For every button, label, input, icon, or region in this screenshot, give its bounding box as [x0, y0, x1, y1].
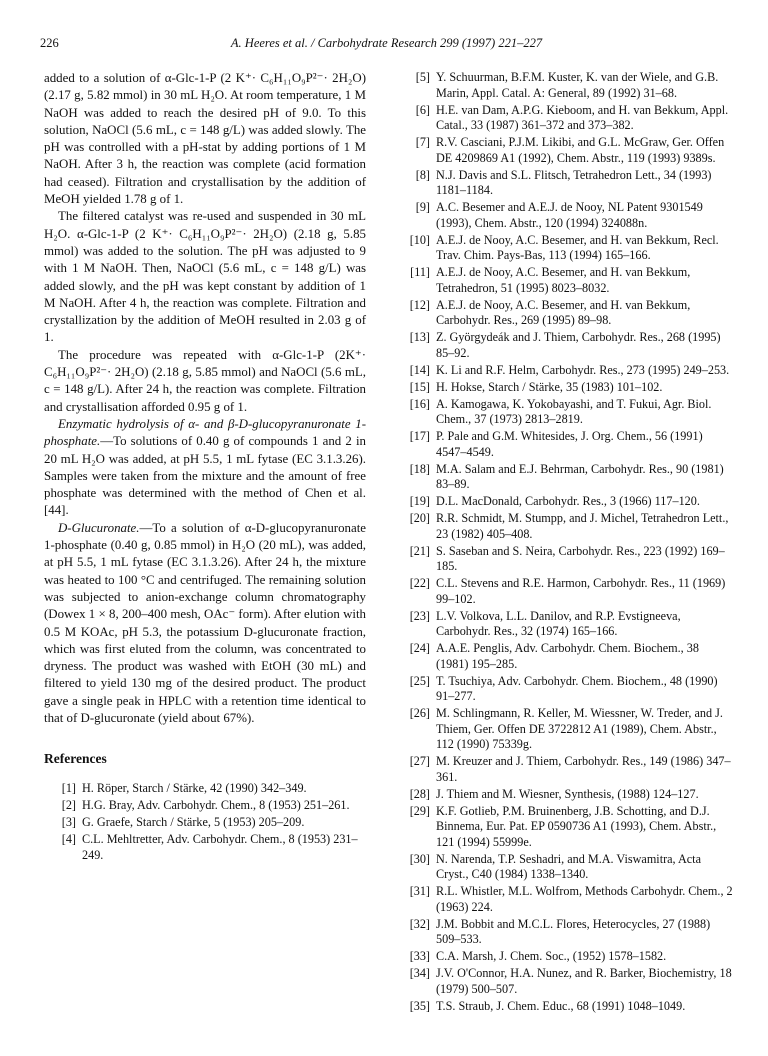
- reference-number: [29]: [409, 803, 430, 818]
- running-head: A. Heeres et al. / Carbohydrate Research 299 (1997) 221–227: [230, 36, 543, 50]
- reference-number: [27]: [409, 754, 430, 768]
- reference-text: M. Schlingmann, R. Keller, M. Wiessner, W. Treder, and J. Thiem, Ger. Offen DE 3722812 A1 (1989), Chem. Abstr., 112 (1990) 75339g.: [436, 706, 723, 751]
- reference-item: [398, 706, 734, 753]
- reference-number: [24]: [409, 641, 430, 655]
- reference-item: [398, 674, 734, 705]
- reference-text: A.C. Besemer and A.E.J. de Nooy, NL Patent 9301549 (1993), Chem. Abstr., 120 (1994) 324088n.: [436, 200, 703, 230]
- reference-text: J. Thiem and M. Wiesner, Synthesis, (1988) 124–127.: [436, 786, 699, 801]
- reference-number: [32]: [409, 916, 430, 931]
- body-paragraph: [44, 416, 366, 520]
- reference-item: [398, 233, 734, 264]
- reference-item: [398, 168, 734, 199]
- reference-number: [8]: [415, 167, 430, 182]
- reference-text: C.L. Mehltretter, Adv. Carbohydr. Chem., 8 (1953) 231–249.: [82, 832, 358, 862]
- reference-item: [398, 200, 734, 231]
- reference-number: [26]: [409, 706, 430, 720]
- reference-text: N. Narenda, T.P. Seshadri, and M.A. Viswamitra, Acta Cryst., C40 (1984) 1338–1340.: [436, 851, 701, 881]
- paragraph-text: The procedure was repeated with α-Glc-1-P (2K⁺· C₆H₁₁O₉P²⁻· 2H₂O) (2.18 g, 5.85 mmol) and NaOCl (5.6 mL, c = 148 g/L). After 24 h, the reaction was complete. Filtration and crystallisation afforded 0.95 g of 1.: [44, 347, 366, 414]
- reference-number: [10]: [409, 232, 430, 247]
- reference-number: [19]: [409, 494, 430, 508]
- reference-text: S. Saseban and S. Neira, Carbohydr. Res., 223 (1992) 169–185.: [436, 543, 725, 573]
- reference-item: [398, 265, 734, 296]
- body-paragraph: [44, 208, 366, 346]
- reference-item: [398, 494, 734, 510]
- page-header: [40, 36, 733, 56]
- reference-item: [398, 852, 734, 883]
- reference-number: [20]: [409, 511, 430, 525]
- reference-number: [31]: [409, 884, 430, 898]
- reference-text: D.L. MacDonald, Carbohydr. Res., 3 (1966) 117–120.: [436, 494, 700, 508]
- reference-item: [398, 949, 734, 965]
- reference-item: [398, 135, 734, 166]
- references-heading: References: [44, 751, 107, 767]
- reference-list: [398, 70, 734, 1014]
- reference-item: [44, 798, 366, 814]
- reference-number: [16]: [409, 396, 430, 411]
- left-column: [44, 70, 366, 865]
- reference-number: [22]: [409, 576, 430, 590]
- reference-item: [398, 298, 734, 329]
- paragraph-heading: D-Glucuronate.: [58, 520, 140, 535]
- reference-text: R.R. Schmidt, M. Stumpp, and J. Michel, Tetrahedron Lett., 23 (1982) 405–408.: [436, 511, 729, 541]
- reference-item: [398, 641, 734, 672]
- reference-text: T.S. Straub, J. Chem. Educ., 68 (1991) 1048–1049.: [436, 998, 686, 1013]
- reference-text: Z. Györgydeák and J. Thiem, Carbohydr. Res., 268 (1995) 85–92.: [436, 330, 721, 360]
- reference-text: A.E.J. de Nooy, A.C. Besemer, and H. van Bekkum, Recl. Trav. Chim. Pays-Bas, 113 (1994) 165–166.: [436, 232, 719, 262]
- paragraph-text: —To solutions of 0.40 g of compounds 1 and 2 in 20 mL H₂O was added, at pH 5.5, 1 mL fytase (EC 3.1.3.26). Samples were taken from the mixture and the amount of free phosphate was determined with the method of Chen et al. [44].: [44, 434, 366, 518]
- reference-item: [398, 330, 734, 361]
- reference-number: [14]: [409, 362, 430, 377]
- reference-text: C.A. Marsh, J. Chem. Soc., (1952) 1578–1582.: [436, 949, 667, 963]
- reference-number: [3]: [61, 815, 76, 830]
- reference-number: [25]: [409, 673, 430, 688]
- reference-number: [6]: [415, 102, 430, 117]
- reference-text: T. Tsuchiya, Adv. Carbohydr. Chem. Biochem., 48 (1990) 91–277.: [436, 673, 718, 703]
- reference-text: M. Kreuzer and J. Thiem, Carbohydr. Res., 149 (1986) 347–361.: [436, 754, 731, 784]
- reference-text: A. Kamogawa, K. Yokobayashi, and T. Fukui, Agr. Biol. Chem., 37 (1973) 2813–2819.: [436, 396, 712, 426]
- reference-text: M.A. Salam and E.J. Behrman, Carbohydr. Res., 90 (1981) 83–89.: [436, 461, 724, 491]
- reference-text: H.G. Bray, Adv. Carbohydr. Chem., 8 (1953) 251–261.: [82, 798, 350, 813]
- reference-item: [398, 544, 734, 575]
- reference-item: [398, 884, 734, 915]
- body-paragraph: [44, 347, 366, 416]
- reference-text: K. Li and R.F. Helm, Carbohydr. Res., 273 (1995) 249–253.: [436, 362, 730, 377]
- reference-item: [398, 462, 734, 493]
- reference-number: [5]: [415, 70, 430, 84]
- reference-text: L.V. Volkova, L.L. Danilov, and R.P. Evstigneeva, Carbohydr. Res., 32 (1974) 165–166.: [436, 608, 681, 638]
- body-paragraph: [44, 520, 366, 728]
- reference-item: [398, 576, 734, 607]
- reference-text: A.E.J. de Nooy, A.C. Besemer, and H. van Bekkum, Tetrahedron, 51 (1995) 8023–8032.: [436, 265, 691, 295]
- reference-text: C.L. Stevens and R.E. Harmon, Carbohydr. Res., 11 (1969) 99–102.: [436, 576, 726, 606]
- reference-number: [2]: [61, 798, 76, 813]
- reference-text: A.A.E. Penglis, Adv. Carbohydr. Chem. Biochem., 38 (1981) 195–285.: [436, 641, 699, 671]
- reference-item: [398, 804, 734, 851]
- reference-number: [7]: [415, 135, 430, 149]
- reference-text: P. Pale and G.M. Whitesides, J. Org. Chem., 56 (1991) 4547–4549.: [436, 429, 703, 459]
- reference-item: [398, 999, 734, 1015]
- reference-number: [12]: [409, 297, 430, 312]
- reference-text: A.E.J. de Nooy, A.C. Besemer, and H. van Bekkum, Carbohydr. Res., 269 (1995) 89–98.: [436, 297, 691, 327]
- reference-item: [398, 429, 734, 460]
- reference-list: [44, 781, 366, 863]
- reference-item: [398, 917, 734, 948]
- paragraph-text: The filtered catalyst was re-used and suspended in 30 mL H₂O. α-Glc-1-P (2 K⁺· C₆H₁₁O₉P²⁻· 2H₂O) (2.18 g, 5.85 mmol) was added to the solution. The pH was adjusted to 9 with 1 M NaOH. Then, NaOCl (5.6 mL, c = 148 g/L) was added slowly, and the pH was kept constant by addition of 1 M NaOH. After 4 h, the reaction was complete. Filtration and crystallization by the addition of MeOH resulted in 2.03 g of 1.: [44, 209, 366, 345]
- reference-number: [15]: [409, 379, 430, 394]
- page-number: 226: [40, 36, 59, 50]
- reference-item: [398, 103, 734, 134]
- reference-number: [18]: [409, 461, 430, 476]
- reference-text: H. Hokse, Starch / Stärke, 35 (1983) 101–102.: [436, 379, 663, 394]
- paragraph-text: added to a solution of α-Glc-1-P (2 K⁺· C₆H₁₁O₉P²⁻· 2H₂O) (2.17 g, 5.82 mmol) in 30 mL H₂O. At room temperature, 1 M NaOH was added to reach the desired pH of 9.0. To this solution, NaOCl (5.6 mL, c = 148 g/L) was added slowly. The pH was controlled with a pH-stat by adding portions of 1 M NaOH. After 3 h, the reaction was complete (acid formation had ceased). Filtration and crystallisation by the addition of MeOH yielded 1.78 g of 1.: [44, 71, 366, 207]
- reference-number: [35]: [409, 998, 430, 1013]
- reference-item: [398, 754, 734, 785]
- reference-item: [44, 781, 366, 797]
- reference-item: [398, 363, 734, 379]
- reference-number: [1]: [61, 781, 76, 796]
- reference-number: [17]: [409, 429, 430, 443]
- reference-text: N.J. Davis and S.L. Flitsch, Tetrahedron Lett., 34 (1993) 1181–1184.: [436, 167, 712, 197]
- reference-item: [398, 511, 734, 542]
- reference-number: [9]: [415, 200, 430, 214]
- reference-item: [398, 380, 734, 396]
- reference-item: [398, 609, 734, 640]
- reference-text: Y. Schuurman, B.F.M. Kuster, K. van der Wiele, and G.B. Marin, Appl. Catal. A: General, 89 (1992) 31–68.: [436, 70, 719, 100]
- reference-item: [398, 787, 734, 803]
- reference-text: R.V. Casciani, P.J.M. Likibi, and G.L. McGraw, Ger. Offen DE 4209869 A1 (1992), Chem. Abstr., 119 (1993) 9389s.: [436, 135, 725, 165]
- reference-number: [23]: [409, 608, 430, 623]
- reference-item: [398, 397, 734, 428]
- reference-number: [33]: [409, 949, 430, 963]
- reference-text: R.L. Whistler, M.L. Wolfrom, Methods Carbohydr. Chem., 2 (1963) 224.: [436, 884, 733, 914]
- reference-number: [28]: [409, 786, 430, 801]
- reference-item: [44, 832, 366, 863]
- reference-text: H.E. van Dam, A.P.G. Kieboom, and H. van Bekkum, Appl. Catal., 33 (1987) 361–372 and 373–382.: [436, 102, 729, 132]
- reference-text: H. Röper, Starch / Stärke, 42 (1990) 342–349.: [82, 781, 307, 796]
- paragraph-text: —To a solution of α-D-glucopyranuronate 1-phosphate (0.40 g, 0.85 mmol) in H₂O (20 mL), was added, at pH 5.5, 1 mL fytase (EC 3.1.3.26). After 24 h, the mixture was heated to 100 °C and centrifuged. The remaining solution was subjected to anion-exchange column chromatography (Dowex 1 × 8, 200–400 mesh, OAc⁻ form). After elution with 0.5 M KOAc, pH 5.3, the potassium D-glucuronate fraction, which was first eluted from the column, was concentrated to dryness. The product was washed with EtOH (30 mL) and filtered to yield 130 mg of the desired product. The product gave a single peak in HPLC with a retention time identical to that of D-glucuronate (yield about 67%).: [44, 520, 366, 725]
- reference-text: J.M. Bobbit and M.C.L. Flores, Heterocycles, 27 (1988) 509–533.: [436, 916, 711, 946]
- reference-number: [11]: [410, 265, 430, 279]
- reference-item: [398, 70, 734, 101]
- reference-number: [13]: [409, 330, 430, 344]
- reference-number: [4]: [61, 832, 76, 847]
- reference-item: [398, 966, 734, 997]
- right-column: [398, 70, 734, 1016]
- reference-number: [34]: [409, 966, 430, 980]
- body-paragraph: [44, 70, 366, 208]
- reference-number: [21]: [409, 543, 430, 558]
- reference-item: [44, 815, 366, 831]
- paragraph-heading: Enzymatic hydrolysis of α- and β-D-glucopyranuronate 1-phosphate.: [44, 416, 366, 449]
- reference-text: K.F. Gotlieb, P.M. Bruinenberg, J.B. Schotting, and D.J. Binnema, Eur. Pat. EP 0590736 A1 (1993), Chem. Abstr., 121 (1994) 55999e.: [436, 803, 717, 849]
- reference-number: [30]: [409, 851, 430, 866]
- reference-text: G. Graefe, Starch / Stärke, 5 (1953) 205–209.: [82, 815, 305, 830]
- reference-text: J.V. O'Connor, H.A. Nunez, and R. Barker, Biochemistry, 18 (1979) 500–507.: [436, 966, 732, 996]
